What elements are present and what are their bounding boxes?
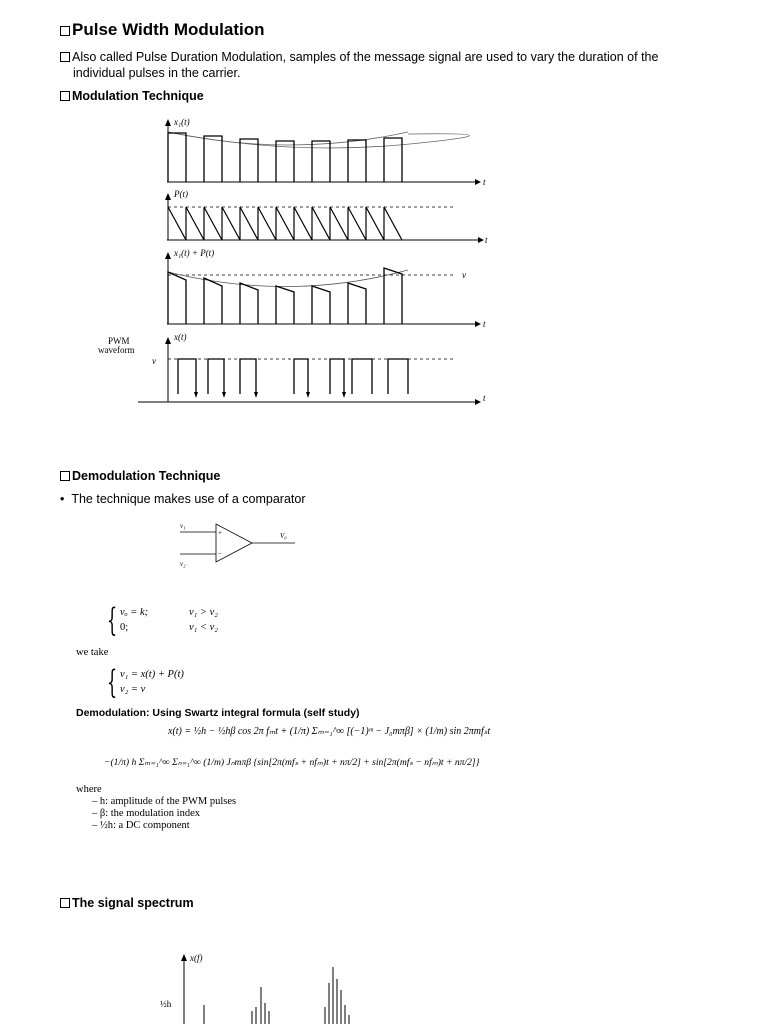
brace-icon: {	[107, 601, 118, 639]
demodulation-heading: Demodulation Technique	[60, 469, 220, 483]
svg-text:+: +	[218, 529, 222, 537]
comparator-bullet: • The technique makes use of a comparator	[60, 492, 306, 506]
svg-text:V₀: V₀	[280, 532, 287, 540]
svg-text:x₁(t) + P(t): x₁(t) + P(t)	[174, 248, 215, 258]
demod-title: Demodulation: Using Swartz integral formula (self study)	[76, 707, 360, 719]
svg-text:t: t	[483, 319, 486, 329]
svg-text:v: v	[462, 270, 466, 280]
brace-icon: {	[107, 663, 118, 701]
svg-text:PWM: PWM	[108, 336, 130, 346]
x1-label: x₁(t)	[174, 117, 190, 127]
sawtooth-panel	[165, 189, 488, 245]
sum-panel	[165, 248, 486, 329]
svg-text:−: −	[218, 550, 222, 558]
checkbox-bullet-icon	[60, 898, 70, 908]
spectrum-heading: The signal spectrum	[60, 896, 194, 910]
formula-line-2: −(1/π) h Σₘ₌₁^∞ Σₙ₌₁^∞ (1/m) Jₙmπβ {sin[2π(mfₛ + nfₘ)t + nπ/2] + sin[2π(mfₛ − nfₘ)t + nπ/2]}	[104, 757, 480, 768]
svg-text:waveform: waveform	[98, 345, 135, 355]
checkbox-bullet-icon	[60, 52, 70, 62]
svg-text:x(t): x(t)	[174, 332, 187, 342]
svg-text:½h: ½h	[160, 999, 172, 1009]
we-take-text: we take	[76, 647, 109, 658]
where-item: – β: the modulation index	[92, 808, 200, 819]
svg-text:t: t	[483, 393, 486, 403]
checkbox-bullet-icon	[60, 26, 70, 36]
comparator-diagram	[170, 518, 300, 570]
svg-text:t: t	[483, 177, 486, 187]
svg-text:x(f): x(f)	[190, 953, 203, 963]
where-text: where	[76, 784, 102, 795]
svg-text:P(t): P(t)	[174, 189, 188, 199]
x1-panel	[165, 117, 486, 187]
where-list	[92, 796, 236, 832]
page-title: Pulse Width Modulation	[60, 20, 265, 40]
where-item: – h: amplitude of the PWM pulses	[92, 796, 237, 807]
svg-text:t: t	[485, 235, 488, 245]
pwm-waveform-diagram	[90, 112, 510, 412]
intro-paragraph: Also called Pulse Duration Modulation, samples of the message signal are used to vary the duration of the individual pulses in the carrier.	[60, 49, 720, 81]
where-item: – ½h: a DC component	[92, 820, 190, 831]
checkbox-bullet-icon	[60, 471, 70, 481]
formula-line-1: x(t) = ½h − ½hβ cos 2π fₘt + (1/π) Σₘ₌₁^∞ [(−1)ᵐ − J₀mπβ] × (1/m) sin 2πmfₛt	[168, 726, 491, 737]
svg-text:v: v	[152, 356, 156, 366]
svg-text:v₂: v₂	[180, 560, 186, 568]
checkbox-bullet-icon	[60, 91, 70, 101]
svg-text:v₁: v₁	[180, 522, 186, 530]
spectrum-diagram	[150, 945, 380, 1024]
take-cases: { v₁ = x(t) + P(t) v₂ = v	[107, 663, 184, 701]
modulation-heading: Modulation Technique	[60, 89, 204, 103]
pwm-output-panel	[98, 332, 486, 405]
